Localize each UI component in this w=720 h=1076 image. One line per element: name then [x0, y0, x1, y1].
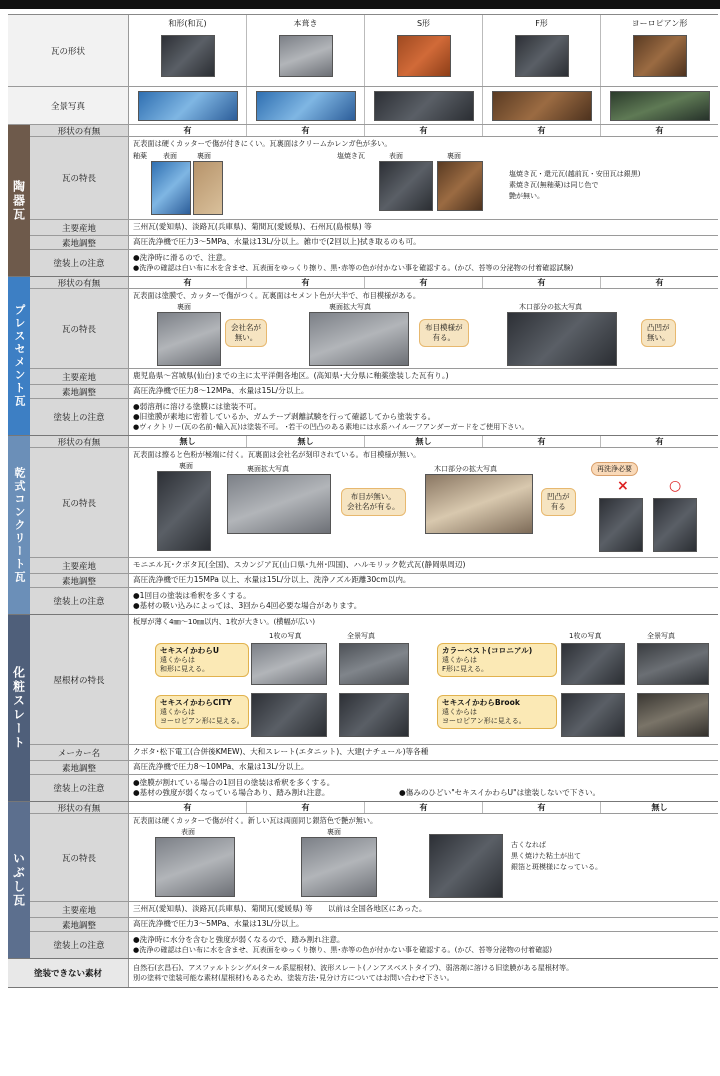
origin-row	[30, 369, 718, 385]
ng-mark: ×	[617, 478, 629, 494]
panorama-row	[8, 87, 718, 125]
adjust-text: 高圧洗浄機で圧力8〜10MPa、水量は13L/分以上。	[133, 762, 309, 772]
row-label: 塗装上の注意	[30, 588, 129, 614]
presence-value: 有	[655, 126, 664, 135]
presence-row	[30, 125, 718, 137]
tile-photo	[515, 35, 569, 77]
back-photo	[301, 837, 377, 897]
row-label: 塗装上の注意	[30, 775, 129, 801]
glaze-back-photo	[193, 161, 223, 215]
section-ceramic	[8, 125, 718, 277]
panorama-photo	[256, 91, 356, 121]
row-label: 素地調整	[30, 761, 129, 774]
caution-text: ●1回目の塗装は希釈を多くする。	[133, 590, 251, 600]
slate-type-box	[437, 695, 557, 729]
salt-label: 塩焼き瓦	[337, 152, 365, 160]
row-label: 形状の有無	[30, 436, 129, 447]
feature-text: 板厚が薄く4㎜〜10㎜以内、1枚が大きい。(横幅が広い)	[133, 617, 316, 626]
caution-text: ●洗浄時に滑るので、注意。	[133, 253, 231, 263]
panorama-cell	[365, 87, 483, 124]
feature-row	[30, 448, 718, 558]
callout-box	[341, 488, 406, 516]
tile-photo	[397, 35, 451, 77]
row-label: 塗装上の注意	[30, 250, 129, 276]
mouth-photo	[425, 474, 533, 534]
caution-row	[30, 588, 718, 614]
single-photo-label: 1枚の写真	[569, 632, 602, 640]
caution-row	[30, 399, 718, 435]
caution-text: ●基材の吸い込みによっては、3回から4回必要な場合があります。	[133, 601, 362, 610]
presence-value: 有	[655, 278, 664, 287]
feature-row	[30, 137, 718, 220]
row-label: 素地調整	[30, 385, 129, 398]
callout-box	[541, 488, 576, 516]
row-label: 主要産地	[30, 369, 129, 384]
row-label: 塗装上の注意	[30, 399, 129, 435]
front-label: 表面	[181, 828, 195, 836]
adjust-row	[30, 236, 718, 250]
slate-type-desc: 遠くからは	[160, 707, 195, 716]
type-cell	[129, 15, 247, 86]
callout-box	[225, 319, 267, 347]
tile-photo	[279, 35, 333, 77]
panorama-photo-label: 全景写真	[347, 632, 375, 640]
origin-row	[30, 220, 718, 236]
slate-type-title: セキスイかわらBrook	[442, 698, 520, 707]
slate-panorama-photo	[637, 693, 709, 737]
adjust-text: 高圧洗浄機で圧力3〜5MPa、水量は13L/分以上。	[133, 919, 304, 929]
row-label: 瓦の特長	[30, 137, 129, 219]
callout-box	[641, 319, 676, 347]
zoom-back-label: 裏面拡大写真	[247, 465, 289, 473]
slate-type-desc: ヨーロピアン形に見える。	[442, 716, 526, 725]
presence-value: 有	[483, 125, 601, 136]
callout-line: 布目模様が	[425, 323, 463, 332]
row-label: 形状の有無	[30, 125, 129, 136]
section-press-cement	[8, 277, 718, 436]
type-cell	[365, 15, 483, 86]
caution-row	[30, 775, 718, 801]
section-label: プレスセメント瓦	[8, 277, 30, 435]
caution-text: ●洗浄の確認は白い布に水を含ませ、瓦表面をゆっくり擦り、黒･赤等の色が付かない事を確認する。(かび、苔等の分泌物の付着確認試験)	[133, 263, 574, 273]
panorama-photo	[492, 91, 592, 121]
origin-row	[30, 558, 718, 574]
presence-value: 有	[247, 277, 365, 288]
tile-photo	[633, 35, 687, 77]
presence-value: 無し	[651, 803, 668, 812]
salt-note: 素焼き瓦(無釉薬)は同じ色で	[509, 181, 599, 189]
zoom-back-label: 裏面拡大写真	[329, 303, 371, 311]
feature-text: 瓦表面は硬くカッターで傷が付く。新しい瓦は両面同じ銀箔色で艶が無い。	[133, 816, 378, 825]
presence-value: 有	[129, 277, 247, 288]
panorama-photo-label: 全景写真	[647, 632, 675, 640]
salt-note: 艶が無い。	[509, 192, 544, 200]
presence-value: 有	[247, 125, 365, 136]
presence-value: 有	[365, 277, 483, 288]
slate-single-photo	[561, 693, 625, 737]
section-label: 乾式コンクリート瓦	[8, 436, 30, 614]
callout-line: 布目が無い。	[350, 492, 396, 501]
slate-type-box	[155, 695, 249, 729]
callout-line: 有る	[550, 501, 566, 511]
tile-photo	[161, 35, 215, 77]
caution-text: ●洗浄の確認は白い布に水を含ませ、瓦表面をゆっくり擦り、黒･赤等の色が付かない事を確認する。(かび、苔等分泌物の付着確認)	[133, 945, 553, 955]
front-photo	[155, 837, 235, 897]
row-label: 瓦の特長	[30, 289, 129, 368]
unpaintable-text: 別の塗料で塗装可能な素材(屋根材)もあるため、塗装方法･見分け方についてはお問い合わせ下さい。	[133, 973, 454, 982]
feature-text: 瓦表面は擦ると色粉が極端に付く。瓦裏面は会社名が刻印されている。布目模様が無い。	[133, 450, 421, 459]
type-name: 和形(和瓦)	[168, 19, 207, 28]
type-name: 本葺き	[293, 19, 318, 28]
slate-panorama-photo	[339, 693, 409, 737]
glaze-front-photo	[151, 161, 191, 215]
mouth-label: 木口部分の拡大写真	[519, 303, 582, 311]
presence-value: 有	[483, 436, 601, 447]
aged-note: 銀箔と斑模様になっている。	[511, 863, 602, 871]
caution-row	[30, 250, 718, 276]
panorama-photo	[374, 91, 474, 121]
row-label: 形状の有無	[30, 802, 129, 813]
panorama-photo	[138, 91, 238, 121]
callout-line: 会社名が有る。	[347, 501, 400, 511]
feature-text: 瓦表面は硬くカッターで傷が付きにくい。瓦裏面はクリームかレンガ色が多い。	[133, 139, 392, 148]
unpaintable-label: 塗装できない素材	[8, 959, 129, 987]
glove-dirty-photo	[599, 498, 643, 552]
section-label: 化粧スレート	[8, 615, 30, 801]
panorama-cell	[601, 87, 718, 124]
panorama-cell	[483, 87, 601, 124]
slate-single-photo	[561, 643, 625, 685]
presence-row	[30, 277, 718, 289]
adjust-row	[30, 574, 718, 588]
shape-label: 瓦の形状	[8, 15, 129, 86]
slate-type-title: カラーベスト(コロニアル)	[442, 646, 533, 655]
section-label: いぶし瓦	[8, 802, 30, 958]
salt-back-photo	[437, 161, 483, 211]
adjust-row	[30, 385, 718, 399]
row-label: 素地調整	[30, 574, 129, 587]
aged-note: 古くなれば	[511, 841, 546, 849]
caution-text: ●傷みのひどい"セキスイかわらU"は塗装しないで下さい。	[399, 788, 601, 797]
type-name: ヨーロピアン形	[631, 19, 688, 28]
callout-line: 無い。	[234, 332, 258, 342]
type-cell	[601, 15, 718, 86]
back-photo	[157, 312, 221, 366]
caution-row	[30, 932, 718, 958]
slate-type-desc: 遠くからは	[442, 707, 477, 716]
slate-type-desc: 遠くからは	[442, 655, 477, 664]
presence-row	[30, 436, 718, 448]
type-cell	[247, 15, 365, 86]
feature-row	[30, 289, 718, 369]
mouth-photo	[507, 312, 617, 366]
panorama-cell	[247, 87, 365, 124]
roof-tile-table	[8, 14, 718, 988]
origin-text: 三州瓦(愛知県)、淡路瓦(兵庫県)、菊間瓦(愛媛県) 等 以前は全国各地区にあった。	[133, 904, 427, 914]
shape-row	[8, 15, 718, 87]
slate-type-title: セキスイかわらU	[160, 646, 220, 655]
slate-single-photo	[251, 693, 327, 737]
origin-text: モニエル瓦･クボタ瓦(全国)、スカンジア瓦(山口県･九州･四国)、ハルモリック乾式瓦(静岡県周辺)	[133, 560, 466, 570]
slate-type-desc: ヨーロピアン形に見える。	[160, 716, 244, 725]
slate-type-desc: 遠くからは	[160, 655, 195, 664]
row-label: 屋根材の特長	[30, 615, 129, 744]
panorama-cell	[129, 87, 247, 124]
aged-photo	[429, 834, 503, 898]
row-label: 瓦の特長	[30, 814, 129, 901]
row-label: 形状の有無	[30, 277, 129, 288]
slate-type-title: セキスイかわらCITY	[160, 698, 232, 707]
presence-value: 無し	[365, 436, 483, 447]
row-label: 瓦の特長	[30, 448, 129, 557]
type-name: S形	[416, 19, 431, 28]
single-photo-label: 1枚の写真	[269, 632, 302, 640]
adjust-text: 高圧洗浄機で圧力15MPa 以上、水量は15L/分以上、洗浄ノズル距離30cm以内。	[133, 575, 411, 585]
panorama-label: 全景写真	[8, 87, 129, 124]
caution-text: ●弱溶剤に溶ける塗膜には塗装不可。	[133, 401, 262, 411]
section-ibushi	[8, 802, 718, 959]
presence-value: 無し	[129, 436, 247, 447]
presence-value: 有	[129, 802, 247, 813]
row-label: メーカー名	[30, 745, 129, 760]
maker-row	[30, 745, 718, 761]
rewash-badge: 再洗浄必要	[591, 462, 638, 476]
unpaintable-text: 自然石(玄昌石)、アスファルトシングル(タール系屋根材)、波形スレート(ノンアスベストタイプ)、弱溶剤に溶ける旧塗膜がある屋根材等。	[133, 963, 574, 973]
caution-text: ●塗膜が割れている場合の1回目の塗装は希釈を多くする。	[133, 777, 335, 787]
zoom-back-photo	[227, 474, 331, 534]
caution-text: ●ヴィクトリー(瓦の名前･輸入瓦)は塗装不可。 ･若干の凹凸のある素地には水系ハイルーフアンダーガードをご使用下さい。	[133, 422, 529, 432]
row-label: 塗装上の注意	[30, 932, 129, 958]
callout-line: 会社名が	[231, 323, 261, 332]
callout-line: 有る。	[432, 332, 455, 342]
back-label: 裏面	[177, 303, 191, 311]
presence-value: 有	[483, 277, 601, 288]
aged-note: 黒く焼けた粘土が出て	[511, 852, 581, 860]
presence-value: 有	[483, 802, 601, 813]
feature-row	[30, 615, 718, 745]
slate-type-desc: 和形に見える。	[160, 664, 209, 673]
caution-text: ●洗浄時に水分を含むと強度が弱くなるので、踏み割れ注意。	[133, 935, 345, 945]
adjust-row	[30, 918, 718, 932]
row-label: 主要産地	[30, 902, 129, 917]
zoom-back-photo	[309, 312, 409, 366]
adjust-row	[30, 761, 718, 775]
type-cell	[483, 15, 601, 86]
glaze-label: 釉薬	[133, 152, 147, 160]
feature-text: 瓦表面は塗膜で、カッターで傷がつく。瓦裏面はセメント色が大半で、布目模様がある。	[133, 291, 421, 300]
salt-front-photo	[379, 161, 433, 211]
ok-mark: ○	[669, 478, 682, 494]
adjust-text: 高圧洗浄機で圧力8〜12MPa、水量は15L/分以上。	[133, 386, 309, 396]
glove-clean-photo	[653, 498, 697, 552]
maker-text: クボタ･松下電工(合併後KMEW)、大和スレート(エタニット)、大建(ナチュール)等各種	[133, 747, 429, 757]
presence-value: 有	[365, 125, 483, 136]
adjust-text: 高圧洗浄機で圧力3〜5MPa、水量は13L/分以上。雑巾で(2回以上)拭き取るのも可。	[133, 237, 421, 247]
presence-value: 有	[655, 437, 664, 446]
salt-front-label: 表面	[389, 152, 403, 160]
slate-panorama-photo	[637, 643, 709, 685]
front-label: 表面	[163, 152, 177, 160]
callout-box	[419, 319, 469, 347]
unpaintable-row	[8, 959, 718, 988]
section-label: 陶器瓦	[8, 125, 30, 276]
row-label: 主要産地	[30, 220, 129, 235]
callout-line: 無い。	[647, 332, 670, 342]
callout-line: 凸凹が	[647, 323, 670, 332]
presence-row	[30, 802, 718, 814]
slate-single-photo	[251, 643, 327, 685]
origin-text: 三州瓦(愛知県)、淡路瓦(兵庫県)、菊間瓦(愛媛県)、石州瓦(島根県) 等	[133, 222, 372, 232]
mouth-label: 木口部分の拡大写真	[434, 465, 497, 473]
caution-text: ●旧塗膜が素地に密着しているか、ガムテープ剥離試験を行って確認してから塗装する。	[133, 412, 436, 422]
slate-panorama-photo	[339, 643, 409, 685]
slate-type-box	[155, 643, 249, 677]
salt-back-label: 裏面	[447, 152, 461, 160]
presence-value: 有	[247, 802, 365, 813]
slate-type-box	[437, 643, 557, 677]
salt-note: 塩焼き瓦・還元瓦(越前瓦・安田瓦は銀黒)	[509, 170, 641, 178]
presence-value: 有	[365, 802, 483, 813]
row-label: 素地調整	[30, 918, 129, 931]
back-label: 裏面	[197, 152, 211, 160]
presence-value: 無し	[247, 436, 365, 447]
origin-text: 鹿児島県〜宮城県(仙台)までの主に太平洋側各地区。(高知県･大分県に釉薬塗装した瓦有り。)	[133, 371, 449, 381]
callout-line: 凹凸が	[547, 492, 570, 501]
back-label: 裏面	[327, 828, 341, 836]
feature-row	[30, 814, 718, 902]
top-bar	[0, 0, 720, 9]
back-photo	[157, 471, 211, 551]
row-label: 素地調整	[30, 236, 129, 249]
panorama-photo	[610, 91, 710, 121]
presence-value: 有	[129, 125, 247, 136]
section-dry-concrete	[8, 436, 718, 615]
section-slate	[8, 615, 718, 802]
slate-type-desc: F形に見える。	[442, 664, 489, 673]
origin-row	[30, 902, 718, 918]
caution-text: ●基材の強度が弱くなっている場合あり、踏み割れ注意。	[133, 788, 330, 797]
back-label: 裏面	[179, 462, 193, 470]
type-name: F形	[535, 19, 548, 28]
row-label: 主要産地	[30, 558, 129, 573]
